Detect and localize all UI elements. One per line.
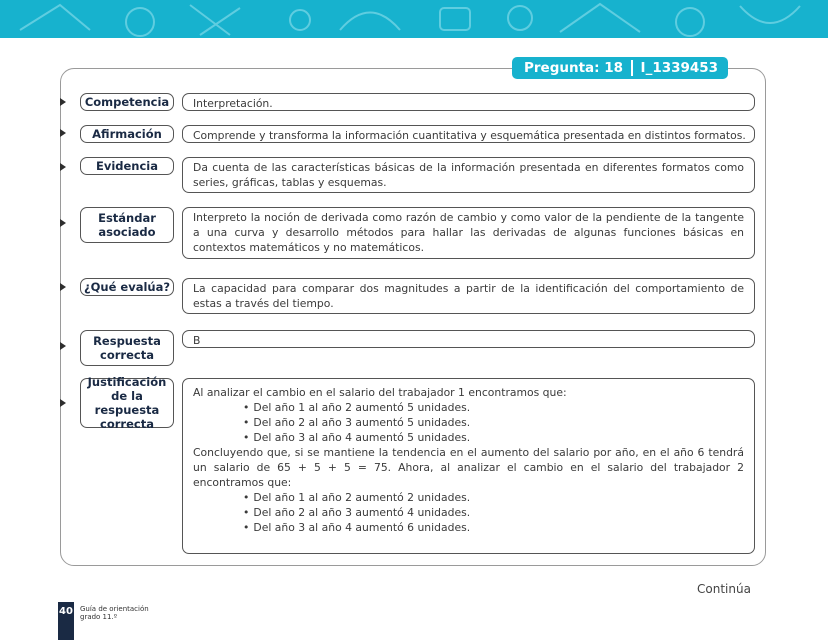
list-item: • Del año 2 al año 3 aumentó 4 unidades. xyxy=(243,505,744,520)
value-afirmacion: Comprende y transforma la información cuantitativa y esquemática presentada en distintos formatos. xyxy=(182,125,755,143)
justification-list-1 xyxy=(193,400,744,445)
list-item: • Del año 1 al año 2 aumentó 5 unidades. xyxy=(243,400,744,415)
label-que-evalua: ¿Qué evalúa? xyxy=(80,278,174,296)
label-competencia: Competencia xyxy=(80,93,174,111)
footer-guide xyxy=(80,605,149,621)
label-estandar: Estándar asociado xyxy=(80,207,174,243)
label-justificacion: Justificación de la respuesta correcta xyxy=(80,378,174,428)
question-header xyxy=(512,57,728,79)
label-afirmacion: Afirmación xyxy=(80,125,174,143)
label-evidencia: Evidencia xyxy=(80,157,174,175)
justification-intro: Al analizar el cambio en el salario del trabajador 1 encontramos que: xyxy=(193,386,567,399)
decorative-banner xyxy=(0,0,828,38)
guide-line-1: Guía de orientación xyxy=(80,605,149,613)
list-item: • Del año 1 al año 2 aumentó 2 unidades. xyxy=(243,490,744,505)
bullet-arrow-icon xyxy=(60,399,66,407)
bullet-arrow-icon xyxy=(60,163,66,171)
guide-line-2: grado 11.º xyxy=(80,613,117,621)
value-evidencia: Da cuenta de las características básicas de la información presentada en diferentes formatos como series, gráficas, tablas y esquemas. xyxy=(182,157,755,193)
continua-label: Continúa xyxy=(697,582,751,596)
bullet-arrow-icon xyxy=(60,129,66,137)
page-number: 40 xyxy=(58,602,74,640)
bullet-arrow-icon xyxy=(60,98,66,106)
label-respuesta: Respuesta correcta xyxy=(80,330,174,366)
bullet-arrow-icon xyxy=(60,342,66,350)
value-justificacion xyxy=(182,378,755,554)
list-item: • Del año 2 al año 3 aumentó 5 unidades. xyxy=(243,415,744,430)
question-number: Pregunta: 18 xyxy=(524,60,624,76)
value-estandar: Interpreto la noción de derivada como razón de cambio y como valor de la pendiente de la tangente a una curva y desarrollo métodos para hallar las derivadas de algunas funciones básicas en contextos matemáticos y no matemáticos. xyxy=(182,207,755,259)
bullet-arrow-icon xyxy=(60,219,66,227)
value-competencia: Interpretación. xyxy=(182,93,755,111)
justification-middle: Concluyendo que, si se mantiene la tendencia en el aumento del salario por año, en el año 6 tendrá un salario de 65 + 5 + 5 = 75. Ahora, al analizar el cambio en el salario del trabajador 2 encontramos que: xyxy=(193,446,744,489)
banner-doodles xyxy=(0,0,828,38)
list-item: • Del año 3 al año 4 aumentó 6 unidades. xyxy=(243,520,744,535)
question-code: I_1339453 xyxy=(640,60,719,76)
value-respuesta: B xyxy=(182,330,755,348)
bullet-arrow-icon xyxy=(60,283,66,291)
value-que-evalua: La capacidad para comparar dos magnitudes a partir de la identificación del comportamiento de estas a través del tiempo. xyxy=(182,278,755,314)
justification-list-2 xyxy=(193,490,744,535)
list-item: • Del año 3 al año 4 aumentó 5 unidades. xyxy=(243,430,744,445)
